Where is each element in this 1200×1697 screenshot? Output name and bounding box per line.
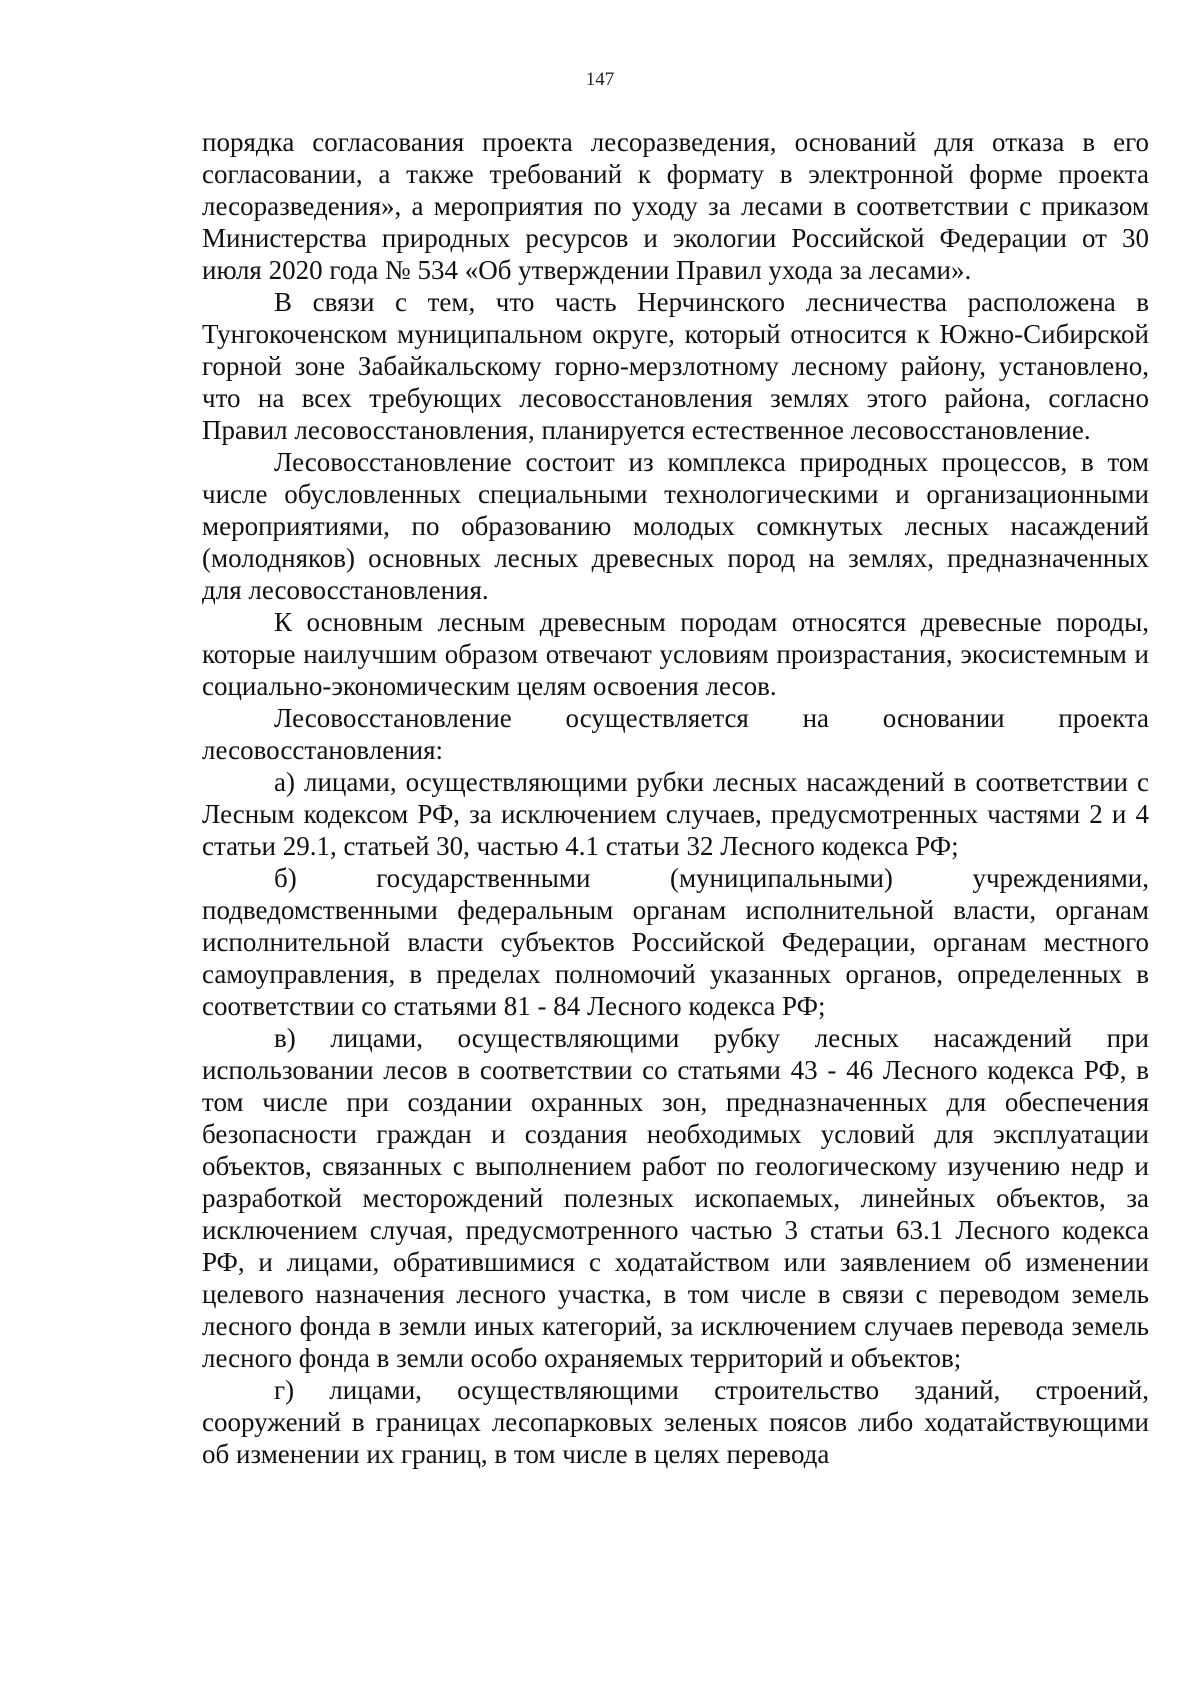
paragraph: г) лицами, осуществляющими строительство зданий, строений, сооружений в границах лесопарковых зеленых поясов либо ходатайствующими об изменении их границ, в том числе в целях перевода xyxy=(202,1375,1149,1469)
paragraph: Лесовосстановление состоит из комплекса природных процессов, в том числе обусловленных специальными технологическими и организационными мероприятиями, по образованию молодых сомкнутых лесных насаждений (молодняков) основных лесных древесных пород на землях, предназначенных для лесовосстановления. xyxy=(202,447,1149,605)
paragraph: В связи с тем, что часть Нерчинского лесничества расположена в Тунгокоченском муниципальном округе, который относится к Южно-Сибирской горной зоне Забайкальскому горно-мерзлотному лесному району, установлено, что на всех требующих лесовосстановления землях этого района, согласно Правил лесовосстановления, планируется естественное лесовосстановление. xyxy=(202,287,1149,445)
document-body xyxy=(202,126,1149,1470)
paragraph: в) лицами, осуществляющими рубку лесных насаждений при использовании лесов в соответствии со статьями 43 - 46 Лесного кодекса РФ, в том числе при создании охранных зон, предназначенных для обеспечения безопасности граждан и создания необходимых условий для эксплуатации объектов, связанных с выполнением работ по геологическому изучению недр и разработкой месторождений полезных ископаемых, линейных объектов, за исключением случая, предусмотренного частью 3 статьи 63.1 Лесного кодекса РФ, и лицами, обратившимися с ходатайством или заявлением об изменении целевого назначения лесного участка, в том числе в связи с переводом земель лесного фонда в земли иных категорий, за исключением случаев перевода земель лесного фонда в земли особо охраняемых территорий и объектов; xyxy=(202,1023,1149,1373)
paragraph: б) государственными (муниципальными) учреждениями, подведомственными федеральным органам исполнительной власти, органам исполнительной власти субъектов Российской Федерации, органам местного самоуправления, в пределах полномочий указанных органов, определенных в соответствии со статьями 81 - 84 Лесного кодекса РФ; xyxy=(202,863,1149,1021)
paragraph: а) лицами, осуществляющими рубки лесных насаждений в соответствии с Лесным кодексом РФ, за исключением случаев, предусмотренных частями 2 и 4 статьи 29.1, статьей 30, частью 4.1 статьи 32 Лесного кодекса РФ; xyxy=(202,767,1149,861)
paragraph: Лесовосстановление осуществляется на основании проекта лесовосстановления: xyxy=(202,703,1149,765)
paragraph: порядка согласования проекта лесоразведения, оснований для отказа в его согласовании, а также требований к формату в электронной форме проекта лесоразведения», а мероприятия по уходу за лесами в соответствии с приказом Министерства природных ресурсов и экологии Российской Федерации от 30 июля 2020 года № 534 «Об утверждении Правил ухода за лесами». xyxy=(202,127,1149,285)
paragraph: К основным лесным древесным породам относятся древесные породы, которые наилучшим образом отвечают условиям произрастания, экосистемным и социально-экономическим целям освоения лесов. xyxy=(202,607,1149,701)
page-number: 147 xyxy=(585,69,615,90)
